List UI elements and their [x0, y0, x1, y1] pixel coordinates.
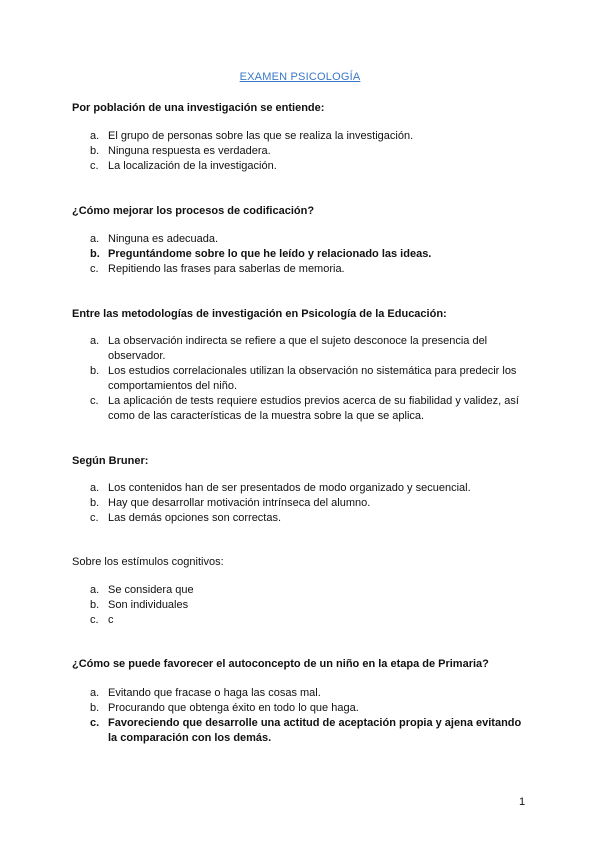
question-3-options — [0, 334, 600, 424]
option-3b: b. Los estudios correlacionales utilizan la observación no sistemática para predecir los comportamientos del niño. — [90, 365, 517, 392]
option-1a: a. El grupo de personas sobre las que se realiza la investigación. — [90, 130, 414, 142]
option-2c: c. Repitiendo las frases para saberlas de memoria. — [90, 263, 345, 275]
option-5a: a. Se considera que — [90, 584, 194, 596]
question-2: ¿Cómo mejorar los procesos de codificación? — [72, 205, 315, 217]
option-5b: b. Son individuales — [90, 599, 189, 611]
option-4a: a. Los contenidos han de ser presentados de modo organizado y secuencial. — [90, 482, 471, 494]
question-1-options — [0, 129, 600, 174]
exam-title: EXAMEN PSICOLOGÍA — [239, 71, 361, 83]
question-6-options — [0, 686, 600, 746]
option-3c: c. La aplicación de tests requiere estudios previos acerca de su fiabilidad y validez, así como de las características de la muestra sobre la que se aplica. — [90, 395, 519, 422]
option-6c: c. Favoreciendo que desarrolle una actitud de aceptación propia y ajena evitando la comparación con los demás. — [90, 717, 522, 744]
question-6: ¿Cómo se puede favorecer el autoconcepto de un niño en la etapa de Primaria? — [72, 658, 489, 670]
question-1: Por población de una investigación se entiende: — [72, 102, 325, 114]
question-5: Sobre los estímulos cognitivos: — [72, 556, 224, 568]
option-1c: c. La localización de la investigación. — [90, 160, 277, 172]
question-2-options — [0, 232, 600, 277]
question-3: Entre las metodologías de investigación en Psicología de la Educación: — [72, 308, 447, 320]
option-2a: a. Ninguna es adecuada. — [90, 233, 219, 245]
page-number: 1 — [519, 796, 526, 808]
question-4: Según Bruner: — [72, 455, 149, 467]
option-5c: c. c — [90, 614, 114, 626]
option-3a: a. La observación indirecta se refiere a que el sujeto desconoce la presencia del observador. — [90, 335, 488, 362]
option-4c: c. Las demás opciones son correctas. — [90, 512, 282, 524]
question-4-options — [0, 481, 600, 526]
option-1b: b. Ninguna respuesta es verdadera. — [90, 145, 271, 157]
option-6a: a. Evitando que fracase o haga las cosas mal. — [90, 687, 321, 699]
option-2b: b. Preguntándome sobre lo que he leído y relacionado las ideas. — [90, 248, 432, 260]
question-5-options — [0, 583, 600, 628]
option-4b: b. Hay que desarrollar motivación intrínseca del alumno. — [90, 497, 371, 509]
option-6b: b. Procurando que obtenga éxito en todo lo que haga. — [90, 702, 359, 714]
